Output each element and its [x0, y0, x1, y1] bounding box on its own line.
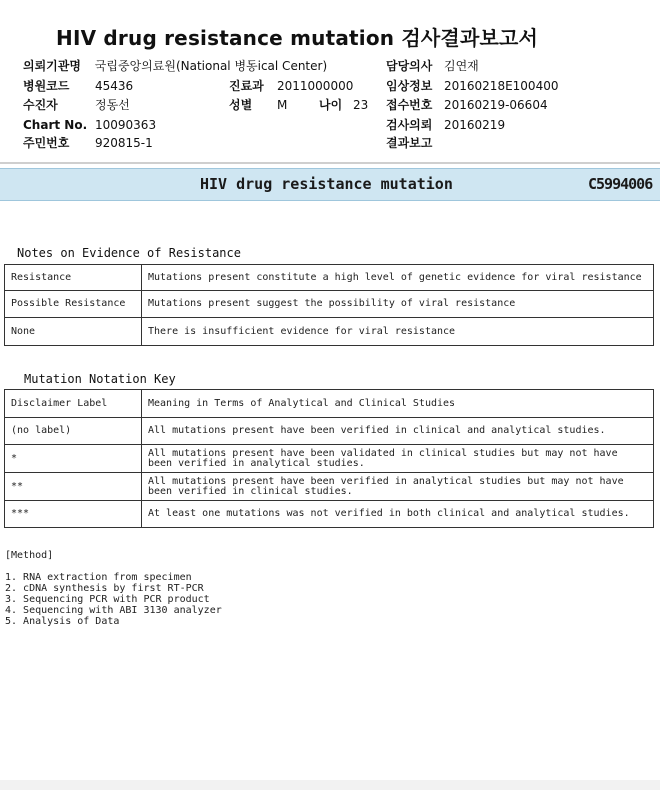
patient-value: 정동선	[95, 98, 130, 112]
request-date-row	[386, 118, 506, 132]
chart-no-value: 10090363	[95, 118, 157, 132]
table-row	[5, 265, 654, 291]
method-step: 4. Sequencing with ABI 3130 analyzer	[5, 605, 222, 616]
dept-row	[229, 79, 354, 93]
doctor-row	[386, 59, 479, 73]
key-text-star1: All mutations present have been validated in clinical studies but may not have been verified in analytical studies.	[142, 445, 654, 473]
report-row	[386, 136, 432, 150]
header-divider	[0, 162, 660, 164]
table-row	[5, 291, 654, 318]
notes-label-resistance: Resistance	[5, 265, 142, 291]
key-label-star2: **	[5, 473, 142, 501]
resident-no-label: 주민번호	[23, 136, 70, 150]
dept-label: 진료과	[229, 79, 264, 93]
method-step: 1. RNA extraction from specimen	[5, 572, 192, 583]
resident-no-row	[23, 136, 153, 150]
sex-row	[229, 98, 288, 112]
patient-label: 수진자	[23, 98, 58, 112]
requesting-org-label: 의뢰기관명	[23, 59, 81, 73]
banner-title: HIV drug resistance mutation	[200, 175, 453, 193]
sex-value: M	[277, 98, 288, 112]
report-label: 결과보고	[386, 136, 433, 150]
patient-row	[23, 98, 130, 112]
key-text-nolabel: All mutations present have been verified in clinical and analytical studies.	[142, 418, 654, 445]
receipt-no-row	[386, 98, 548, 112]
key-header-text: Meaning in Terms of Analytical and Clinical Studies	[142, 390, 654, 418]
receipt-no-value: 20160219-06604	[444, 98, 548, 112]
notes-label-possible: Possible Resistance	[5, 291, 142, 318]
banner-code: C5994006	[588, 175, 653, 193]
resident-no-value: 920815-1	[95, 136, 153, 150]
key-text-star2: All mutations present have been verified in analytical studies but may not have been verified in clinical studies.	[142, 473, 654, 501]
dept-value: 2011000000	[277, 79, 354, 93]
report-title: HIV drug resistance mutation 검사결과보고서	[56, 26, 539, 50]
notes-section-title: Notes on Evidence of Resistance	[17, 246, 241, 260]
doctor-label: 담당의사	[386, 59, 433, 73]
key-label-star1: *	[5, 445, 142, 473]
hospital-code-value: 45436	[95, 79, 134, 93]
key-table	[4, 389, 654, 528]
request-date-value: 20160219	[444, 118, 506, 132]
notes-text-possible: Mutations present suggest the possibility of viral resistance	[142, 291, 654, 318]
sex-label: 성별	[229, 98, 253, 112]
receipt-no-label: 접수번호	[386, 98, 433, 112]
requesting-org-value: 국립중앙의료원(National 병동ical Center)	[94, 59, 328, 73]
key-section-title: Mutation Notation Key	[24, 372, 176, 386]
requesting-org-row	[23, 59, 327, 73]
notes-table	[4, 264, 654, 346]
age-label: 나이	[319, 98, 343, 112]
age-value: 23	[353, 98, 369, 112]
chart-no-label: Chart No.	[23, 118, 88, 132]
table-row	[5, 473, 654, 501]
table-row	[5, 501, 654, 528]
method-title: [Method]	[5, 550, 54, 561]
age-row	[319, 98, 369, 112]
notes-text-none: There is insufficient evidence for viral resistance	[142, 318, 654, 346]
clinical-info-value: 20160218E100400	[444, 79, 559, 93]
method-step: 3. Sequencing PCR with PCR product	[5, 594, 210, 605]
table-row	[5, 445, 654, 473]
hospital-code-label: 병원코드	[23, 79, 70, 93]
key-text-star3: At least one mutations was not verified in both clinical and analytical studies.	[142, 501, 654, 528]
chart-no-row	[23, 118, 157, 132]
key-label-nolabel: (no label)	[5, 418, 142, 445]
notes-text-resistance: Mutations present constitute a high level of genetic evidence for viral resistance	[142, 265, 654, 291]
hospital-code-row	[23, 79, 134, 93]
clinical-info-row	[386, 79, 559, 93]
table-row	[5, 318, 654, 346]
notes-label-none: None	[5, 318, 142, 346]
method-step: 2. cDNA synthesis by first RT-PCR	[5, 583, 204, 594]
method-step: 5. Analysis of Data	[5, 616, 120, 627]
bottom-strip	[0, 780, 660, 790]
doctor-value: 김연재	[444, 59, 479, 73]
table-row	[5, 418, 654, 445]
test-banner	[0, 168, 660, 201]
key-header-label: Disclaimer Label	[5, 390, 142, 418]
table-row	[5, 390, 654, 418]
clinical-info-label: 임상정보	[386, 79, 433, 93]
key-label-star3: ***	[5, 501, 142, 528]
request-date-label: 검사의뢰	[386, 118, 433, 132]
